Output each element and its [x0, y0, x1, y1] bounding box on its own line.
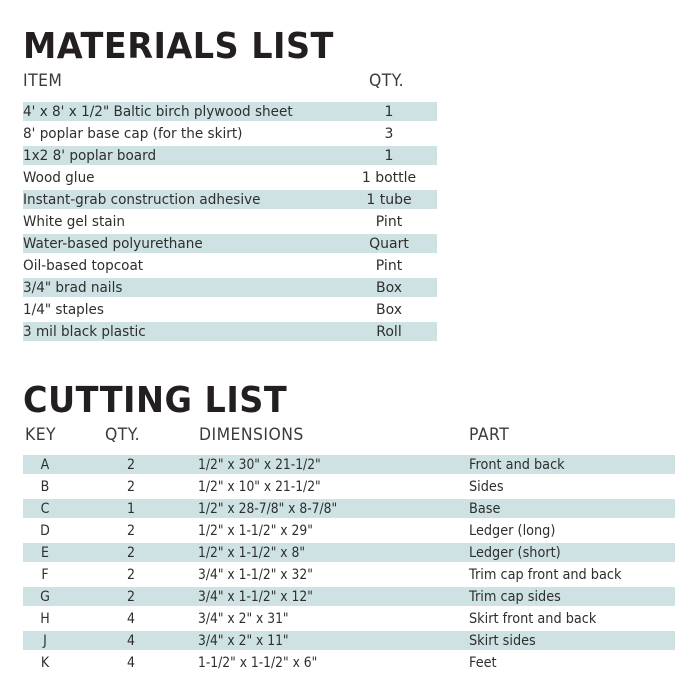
- material-item: Water-based polyurethane: [23, 236, 203, 252]
- materials-qty-header: QTY.: [369, 71, 405, 91]
- cut-dimensions: 1-1/2" x 1-1/2" x 6": [198, 655, 318, 671]
- cut-qty: 2: [126, 523, 136, 539]
- material-qty: Pint: [375, 214, 403, 230]
- materials-row: [23, 278, 437, 300]
- cut-key: E: [41, 545, 49, 561]
- materials-table: [23, 102, 437, 344]
- materials-list-title: MATERIALS LIST: [23, 26, 334, 67]
- material-qty: Pint: [375, 258, 403, 274]
- cut-key: H: [40, 611, 50, 627]
- material-qty: 1: [384, 148, 394, 164]
- material-qty: Quart: [369, 236, 409, 252]
- material-item: 3 mil black plastic: [23, 324, 146, 340]
- cutting-row: [23, 521, 675, 543]
- cut-qty: 2: [126, 457, 136, 473]
- material-qty: Box: [375, 280, 403, 296]
- cut-part: Skirt sides: [469, 633, 536, 649]
- cutting-row: [23, 477, 675, 499]
- material-qty: Roll: [376, 324, 402, 340]
- cut-qty: 4: [126, 611, 136, 627]
- cutting-qty-header: QTY.: [105, 425, 141, 445]
- cut-qty: 2: [126, 589, 136, 605]
- cut-dimensions: 1/2" x 28-7/8" x 8-7/8": [198, 501, 338, 517]
- cut-part: Ledger (short): [469, 545, 561, 561]
- cut-part: Feet: [469, 655, 497, 671]
- material-item: 4' x 8' x 1/2" Baltic birch plywood sheet: [23, 104, 293, 120]
- cut-part: Skirt front and back: [469, 611, 597, 627]
- cut-part: Base: [469, 501, 501, 517]
- cut-part: Trim cap front and back: [469, 567, 622, 583]
- cut-key: K: [40, 655, 50, 671]
- cut-key: G: [40, 589, 50, 605]
- cut-key: J: [43, 633, 47, 649]
- cut-part: Trim cap sides: [469, 589, 561, 605]
- cut-dimensions: 1/2" x 1-1/2" x 8": [198, 545, 306, 561]
- material-qty: 1 bottle: [361, 170, 417, 186]
- cut-part: Ledger (long): [469, 523, 556, 539]
- cut-part: Front and back: [469, 457, 565, 473]
- cut-key: C: [40, 501, 50, 517]
- cutting-row: [23, 631, 675, 653]
- material-item: 1x2 8' poplar board: [23, 148, 157, 164]
- cutting-row: [23, 653, 675, 675]
- cutting-row: [23, 587, 675, 609]
- materials-row: [23, 124, 437, 146]
- materials-row: [23, 146, 437, 168]
- material-qty: 1 tube: [366, 192, 412, 208]
- material-item: Instant-grab construction adhesive: [23, 192, 261, 208]
- material-item: Wood glue: [23, 170, 95, 186]
- cutting-row: [23, 455, 675, 477]
- cut-dimensions: 3/4" x 1-1/2" x 32": [198, 567, 313, 583]
- material-item: 8' poplar base cap (for the skirt): [23, 126, 243, 142]
- cut-dimensions: 1/2" x 1-1/2" x 29": [198, 523, 313, 539]
- cut-key: F: [41, 567, 49, 583]
- materials-row: [23, 168, 437, 190]
- cutting-row: [23, 499, 675, 521]
- cut-dimensions: 3/4" x 2" x 31": [198, 611, 289, 627]
- cut-qty: 2: [126, 479, 136, 495]
- materials-row: [23, 322, 437, 344]
- cutting-table: [23, 455, 675, 675]
- materials-row: [23, 190, 437, 212]
- cutting-list-title: CUTTING LIST: [23, 380, 288, 421]
- material-qty: 3: [384, 126, 394, 142]
- cut-qty: 2: [126, 567, 136, 583]
- materials-row: [23, 212, 437, 234]
- cut-dimensions: 3/4" x 2" x 11": [198, 633, 289, 649]
- materials-row: [23, 256, 437, 278]
- cutting-row: [23, 543, 675, 565]
- materials-item-header: ITEM: [23, 71, 63, 91]
- material-item: Oil-based topcoat: [23, 258, 144, 274]
- cutting-key-header: KEY: [25, 425, 57, 445]
- materials-row: [23, 102, 437, 124]
- cut-key: A: [40, 457, 50, 473]
- material-qty: Box: [375, 302, 403, 318]
- material-item: 1/4" staples: [23, 302, 104, 318]
- cutting-part-header: PART: [469, 425, 510, 445]
- cut-part: Sides: [469, 479, 504, 495]
- cut-dimensions: 1/2" x 30" x 21-1/2": [198, 457, 321, 473]
- cut-qty: 4: [126, 655, 136, 671]
- cut-dimensions: 1/2" x 10" x 21-1/2": [198, 479, 321, 495]
- material-item: White gel stain: [23, 214, 125, 230]
- cut-qty: 4: [126, 633, 136, 649]
- cut-key: B: [40, 479, 50, 495]
- materials-row: [23, 234, 437, 256]
- material-item: 3/4" brad nails: [23, 280, 123, 296]
- cut-qty: 1: [126, 501, 136, 517]
- cut-dimensions: 3/4" x 1-1/2" x 12": [198, 589, 313, 605]
- materials-row: [23, 300, 437, 322]
- material-qty: 1: [384, 104, 394, 120]
- cutting-dimensions-header: DIMENSIONS: [199, 425, 304, 445]
- cut-qty: 2: [126, 545, 136, 561]
- cut-key: D: [40, 523, 50, 539]
- cutting-row: [23, 565, 675, 587]
- cutting-row: [23, 609, 675, 631]
